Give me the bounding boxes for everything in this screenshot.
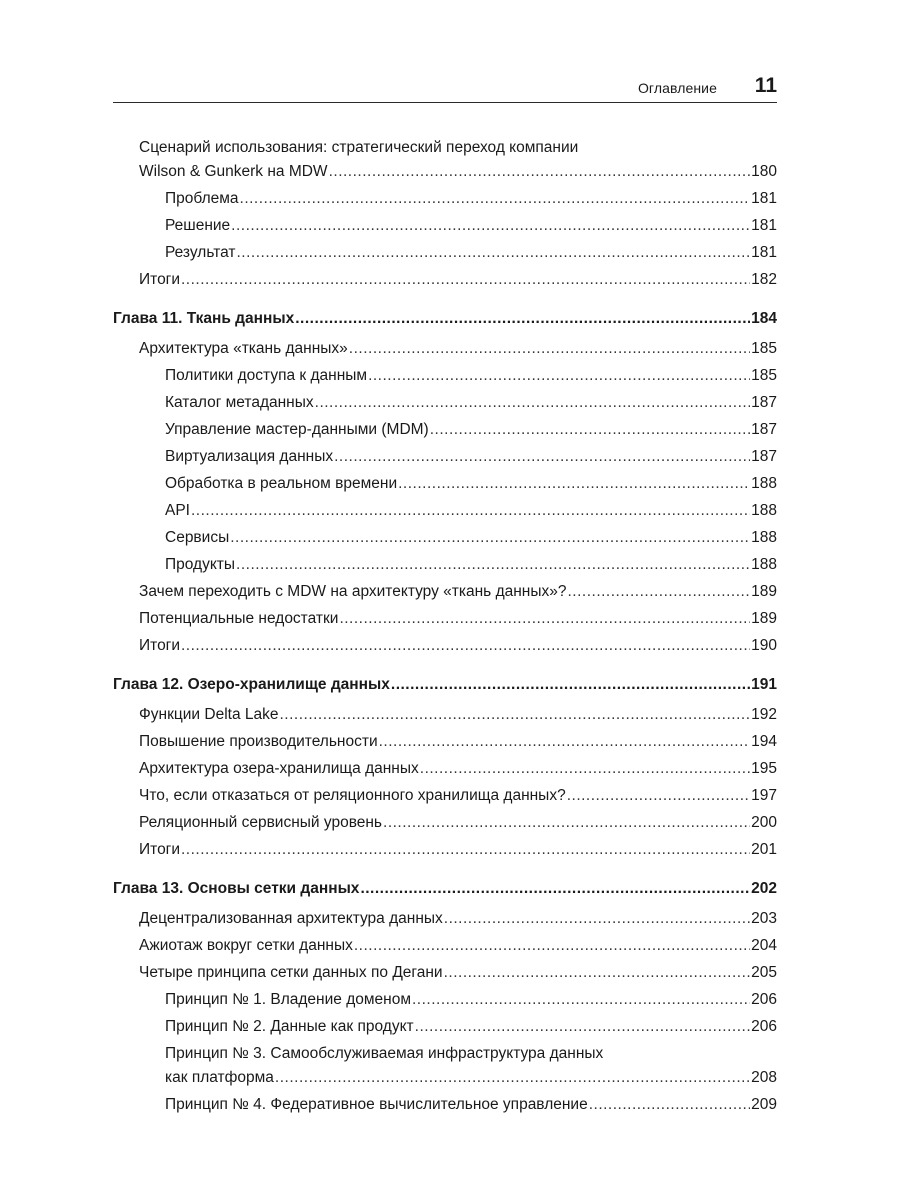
- toc-entry-summary[interactable]: [113, 266, 777, 293]
- toc-entry-title: Повышение производительности: [139, 733, 378, 750]
- toc-page-number: 204: [751, 937, 777, 954]
- toc-page-number: 189: [751, 610, 777, 627]
- toc-entry-title-line2: Wilson & Gunkerk на MDW: [139, 163, 328, 180]
- toc-entry-hype[interactable]: [113, 932, 777, 959]
- toc-entry-relational-layer[interactable]: [113, 809, 777, 836]
- toc-page-number: 191: [751, 676, 777, 693]
- toc-entry-principle-2[interactable]: [113, 1013, 777, 1040]
- toc-page-number: 189: [751, 583, 777, 600]
- toc-page-number: 187: [751, 394, 777, 411]
- toc-page-number: 182: [751, 271, 777, 288]
- toc-page-number: 181: [751, 244, 777, 261]
- toc-entry-metadata-catalog[interactable]: [113, 389, 777, 416]
- toc-entry-mdm[interactable]: [113, 416, 777, 443]
- leader-dots: [567, 578, 750, 605]
- toc-chapter-title: Глава 11. Ткань данных: [113, 310, 295, 327]
- leader-dots: [444, 959, 751, 986]
- toc-page-number: 185: [751, 340, 777, 357]
- leader-dots: [231, 212, 750, 239]
- toc-page-number: 208: [751, 1069, 777, 1086]
- leader-dots: [236, 551, 750, 578]
- toc-page-number: 188: [751, 556, 777, 573]
- leader-dots: [368, 362, 750, 389]
- toc-page-number: 180: [751, 163, 777, 180]
- toc-page-number: 181: [751, 217, 777, 234]
- table-of-contents: [113, 134, 777, 1118]
- leader-dots: [240, 185, 751, 212]
- toc-entry-four-principles[interactable]: [113, 959, 777, 986]
- running-header: [113, 74, 777, 103]
- leader-dots: [567, 782, 750, 809]
- toc-page-number: 181: [751, 190, 777, 207]
- leader-dots: [383, 809, 750, 836]
- toc-entry-title: Что, если отказаться от реляционного хранилища данных?: [139, 787, 566, 804]
- leader-dots: [354, 932, 750, 959]
- toc-entry-drawbacks[interactable]: [113, 605, 777, 632]
- leader-dots: [181, 266, 750, 293]
- toc-entry-title: Итоги: [139, 637, 180, 654]
- leader-dots: [237, 239, 751, 266]
- leader-dots: [360, 875, 750, 902]
- leader-dots: [334, 443, 750, 470]
- leader-dots: [339, 605, 750, 632]
- toc-entry-title: Управление мастер-данными (MDM): [165, 421, 429, 438]
- toc-entry-title: Принцип № 2. Данные как продукт: [165, 1018, 414, 1035]
- toc-entry-title: Политики доступа к данным: [165, 367, 368, 384]
- toc-entry-title: Децентрализованная архитектура данных: [139, 910, 443, 927]
- toc-chapter-12[interactable]: [113, 671, 777, 698]
- toc-entry-summary[interactable]: [113, 836, 777, 863]
- toc-entry-title: Результат: [165, 244, 236, 261]
- toc-page-number: 206: [751, 1018, 777, 1035]
- toc-page-number: 194: [751, 733, 777, 750]
- toc-entry-title: Итоги: [139, 841, 180, 858]
- toc-entry-title: Четыре принципа сетки данных по Дегани: [139, 964, 443, 981]
- leader-dots: [391, 671, 750, 698]
- toc-entry-result[interactable]: [113, 239, 777, 266]
- toc-page-number: 195: [751, 760, 777, 777]
- toc-page-number: 197: [751, 787, 777, 804]
- toc-entry-title: Принцип № 1. Владение доменом: [165, 991, 411, 1008]
- toc-page-number: 188: [751, 529, 777, 546]
- leader-dots: [181, 632, 750, 659]
- toc-page-number: 184: [751, 310, 777, 327]
- toc-entry-virtualization[interactable]: [113, 443, 777, 470]
- toc-entry-title: Потенциальные недостатки: [139, 610, 339, 627]
- leader-dots: [349, 335, 750, 362]
- leader-dots: [230, 524, 750, 551]
- toc-page-number: 187: [751, 448, 777, 465]
- toc-page-number: 187: [751, 421, 777, 438]
- toc-chapter-13[interactable]: [113, 875, 777, 902]
- toc-entry-title: Обработка в реальном времени: [165, 475, 398, 492]
- toc-entry-problem[interactable]: [113, 185, 777, 212]
- leader-dots: [379, 728, 751, 755]
- toc-entry-products[interactable]: [113, 551, 777, 578]
- toc-entry-why-migrate[interactable]: [113, 578, 777, 605]
- toc-entry-title: Каталог метаданных: [165, 394, 314, 411]
- leader-dots: [589, 1091, 750, 1118]
- toc-entry-title: API: [165, 502, 190, 519]
- toc-entry-use-case[interactable]: [113, 134, 777, 185]
- toc-page-number: 209: [751, 1096, 777, 1113]
- toc-page-number: 190: [751, 637, 777, 654]
- toc-entry-title: Реляционный сервисный уровень: [139, 814, 383, 831]
- leader-dots: [398, 470, 750, 497]
- toc-entry-solution[interactable]: [113, 212, 777, 239]
- leader-dots: [420, 755, 750, 782]
- toc-entry-lakehouse-architecture[interactable]: [113, 755, 777, 782]
- toc-entry-principle-3[interactable]: [113, 1040, 777, 1091]
- toc-entry-title: Функции Delta Lake: [139, 706, 279, 723]
- toc-page-number: 200: [751, 814, 777, 831]
- toc-entry-title: Виртуализация данных: [165, 448, 334, 465]
- toc-entry-decentralized[interactable]: [113, 905, 777, 932]
- toc-chapter-11[interactable]: [113, 305, 777, 332]
- toc-entry-title: Решение: [165, 217, 231, 234]
- toc-entry-fabric-architecture[interactable]: [113, 335, 777, 362]
- toc-page-number: 203: [751, 910, 777, 927]
- leader-dots: [295, 305, 750, 332]
- toc-entry-title: Итоги: [139, 271, 180, 288]
- toc-entry-title: Проблема: [165, 190, 239, 207]
- header-section-title: Оглавление: [637, 80, 717, 96]
- leader-dots: [181, 836, 750, 863]
- toc-entry-title: Принцип № 4. Федеративное вычислительное управление: [165, 1096, 588, 1113]
- toc-page-number: 205: [751, 964, 777, 981]
- toc-chapter-title: Глава 13. Основы сетки данных: [113, 880, 360, 897]
- toc-entry-delta-lake[interactable]: [113, 701, 777, 728]
- toc-entry-services[interactable]: [113, 524, 777, 551]
- toc-page-number: 201: [751, 841, 777, 858]
- leader-dots: [430, 416, 750, 443]
- header-page-number: 11: [754, 74, 777, 97]
- toc-chapter-title: Глава 12. Озеро-хранилище данных: [113, 676, 390, 693]
- toc-page-number: 188: [751, 502, 777, 519]
- toc-entry-title-line1: Принцип № 3. Самообслуживаемая инфраструктура данных: [165, 1045, 604, 1062]
- toc-page-number: 206: [751, 991, 777, 1008]
- toc-entry-api[interactable]: [113, 497, 777, 524]
- toc-entry-title-line2: как платформа: [165, 1069, 274, 1086]
- leader-dots: [329, 158, 751, 185]
- toc-page-number: 202: [751, 880, 777, 897]
- toc-entry-title-line1: Сценарий использования: стратегический переход компании: [139, 139, 579, 156]
- leader-dots: [415, 1013, 750, 1040]
- toc-entry-title: Архитектура «ткань данных»: [139, 340, 348, 357]
- toc-page-number: 188: [751, 475, 777, 492]
- leader-dots: [444, 905, 750, 932]
- toc-entry-title: Архитектура озера-хранилища данных: [139, 760, 419, 777]
- toc-entry-title: Зачем переходить с MDW на архитектуру «ткань данных»?: [139, 583, 567, 600]
- toc-entry-performance[interactable]: [113, 728, 777, 755]
- toc-entry-title: Продукты: [165, 556, 236, 573]
- leader-dots: [279, 701, 750, 728]
- leader-dots: [412, 986, 750, 1013]
- toc-page-number: 192: [751, 706, 777, 723]
- leader-dots: [315, 389, 750, 416]
- toc-entry-realtime[interactable]: [113, 470, 777, 497]
- leader-dots: [275, 1064, 750, 1091]
- toc-entry-title: Сервисы: [165, 529, 230, 546]
- toc-entry-principle-1[interactable]: [113, 986, 777, 1013]
- toc-entry-principle-4[interactable]: [113, 1091, 777, 1118]
- leader-dots: [191, 497, 750, 524]
- toc-entry-summary[interactable]: [113, 632, 777, 659]
- toc-entry-title: Ажиотаж вокруг сетки данных: [139, 937, 353, 954]
- toc-entry-what-if[interactable]: [113, 782, 777, 809]
- toc-entry-access-policies[interactable]: [113, 362, 777, 389]
- toc-page-number: 185: [751, 367, 777, 384]
